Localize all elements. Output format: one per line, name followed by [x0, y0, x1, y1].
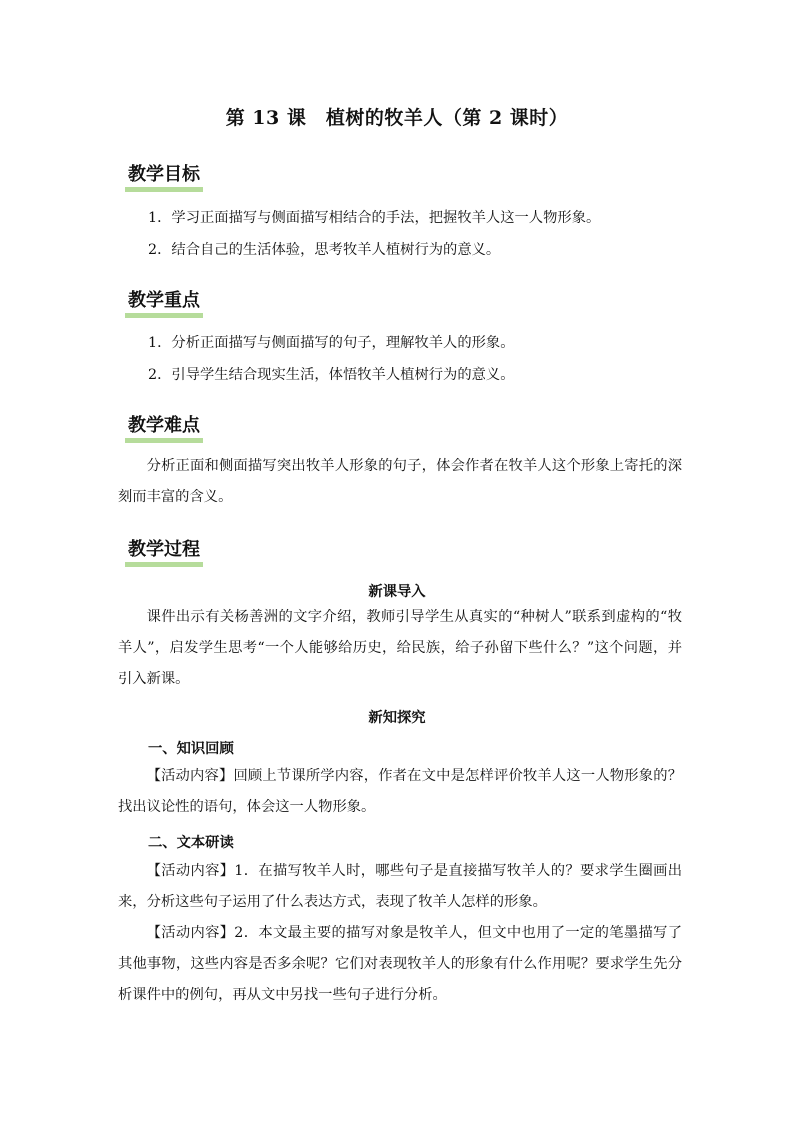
difficulties-text: 分析正面和侧面描写突出牧羊人形象的句子，体会作者在牧羊人这个形象上寄托的深刻而丰富的含义。: [118, 458, 682, 505]
key-points-heading: [125, 286, 203, 314]
objective-item-2: 2．结合自己的生活体验，思考牧羊人植树行为的意义。: [148, 242, 501, 258]
heading-underline: [125, 313, 203, 318]
heading-underline: [125, 187, 203, 192]
section-review-text: 【活动内容】回顾上节课所学内容，作者在文中是怎样评价牧羊人这一人物形象的？找出议论性的语句，体会这一人物形象。: [118, 768, 682, 815]
section-review-title: 一、知识回顾: [148, 741, 234, 757]
key-points-heading-text: 教学重点: [128, 290, 200, 311]
intro-subheading: 新课导入: [368, 584, 426, 600]
page-title: 第 13 课 植树的牧羊人（第 2 课时）: [225, 107, 569, 129]
difficulties-heading-text: 教学难点: [128, 415, 200, 436]
process-heading: [125, 535, 203, 563]
intro-text: 课件出示有关杨善洲的文字介绍，教师引导学生从真实的“种树人”联系到虚构的“牧羊人”，启发学生思考“一个人能够给历史，给民族，给子孙留下些什么？”这个问题，并引入新课。: [118, 609, 682, 687]
key-point-item-2: 2．引导学生结合现实生活，体悟牧羊人植树行为的意义。: [148, 367, 515, 383]
objective-item-1: 1．学习正面描写与侧面描写相结合的手法，把握牧羊人这一人物形象。: [148, 210, 601, 226]
difficulties-heading: [125, 411, 203, 439]
activity-1-text: 【活动内容】1．在描写牧羊人时，哪些句子是直接描写牧羊人的？要求学生圈画出来，分析这些句子运用了什么表达方式，表现了牧羊人怎样的形象。: [118, 863, 682, 910]
process-heading-text: 教学过程: [128, 539, 200, 560]
objectives-heading: [125, 160, 203, 188]
heading-underline: [125, 438, 203, 443]
objectives-heading-text: 教学目标: [128, 164, 200, 185]
heading-underline: [125, 562, 203, 567]
key-point-item-1: 1．分析正面描写与侧面描写的句子，理解牧羊人的形象。: [148, 335, 515, 351]
explore-subheading: 新知探究: [368, 710, 426, 726]
activity-2-text: 【活动内容】2．本文最主要的描写对象是牧羊人，但文中也用了一定的笔墨描写了其他事物，这些内容是否多余呢？它们对表现牧羊人的形象有什么作用呢？要求学生先分析课件中的例句，再从文中另找一些句子进行分析。: [118, 925, 682, 1003]
section-reading-title: 二、文本研读: [148, 835, 234, 851]
